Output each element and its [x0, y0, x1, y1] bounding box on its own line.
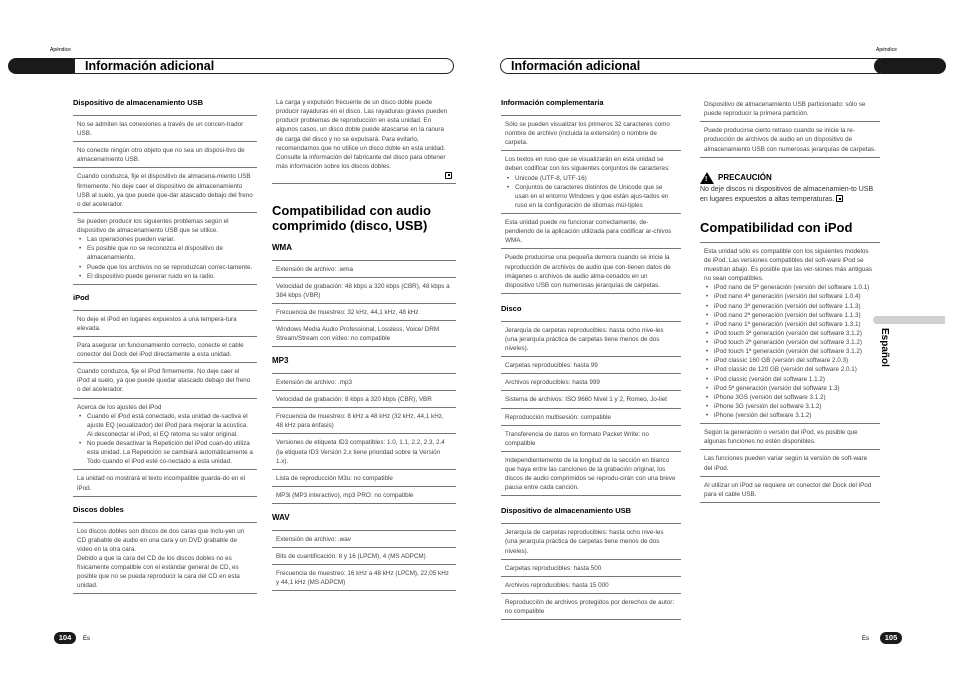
list-item: • iPod touch 3ª generación (versión del software 3.1.2): [704, 329, 876, 338]
wav-spec: [272, 564, 456, 591]
usb-note-text: Cuando conduzca, fije el dispositivo de almacena-miento USB firmemente. No deje caer el dispositivo de almacenamiento USB al suelo, ya que puede que-dar atascado debajo del freno o del acelerador.: [77, 173, 253, 208]
page-number-right: 105: [880, 632, 902, 644]
warning-icon: !: [700, 172, 714, 184]
header-right-title: Información adicional: [500, 58, 880, 74]
list-item: • iPod touch 1ª generación (versión del software 3.1.2): [704, 347, 876, 356]
list-item: • No puede desactivar la Repetición del iPod cuan-do utiliza esta unidad. La Repetición se cambiará automáticamente a Todo cuando el iPod esté co-nectado a esta unidad.: [77, 439, 253, 466]
info-text: Sólo se pueden visualizar los primeros 32 caracteres como nombre de archivo (incluida la extensión) o nombre de carpeta.: [505, 120, 670, 147]
usb-storage-heading-2: Dispositivo de almacenamiento USB: [501, 506, 632, 516]
wma-spec: [272, 260, 456, 277]
caution-text: No deje discos ni dispositivos de almacenamien-to USB en lugares expuestos a altas temperaturas.: [700, 185, 874, 203]
mp3-spec: [272, 486, 456, 504]
list-item: • iPod nano de 5ª generación (versión del software 1.0.1): [704, 283, 876, 292]
info-text: Esta unidad puede no funcionar correctamente, de-pendiendo de la aplicación utilizada para codificar ar-chivos WMA.: [505, 219, 672, 245]
dual-discs-text: Debido a que la cara del CD de los discos dobles no es físicamente compatible con el estándar general de CD, es posible que no se pueda reproducir la cara del CD en esta unidad.: [77, 554, 240, 590]
spec-text: Frecuencia de muestreo: 32 kHz, 44,1 kHz, 48 kHz: [276, 308, 419, 316]
list-item: • El dispositivo puede generar ruido en la radio.: [77, 272, 253, 281]
ipod-note-text: No deje el iPod en lugares expuestos a una tempera-tura elevada.: [77, 315, 237, 332]
disc-spec: [501, 451, 681, 497]
list-item: • iPod classic (versión del software 1.1.2): [704, 375, 876, 384]
ipod-compat-note: [700, 423, 880, 449]
disc-spec: [501, 321, 681, 356]
spec-text: Extensión de archivo: .wma: [276, 265, 353, 273]
disc-spec: [501, 390, 681, 407]
spec-text: Independientemente de la longitud de la sección en blanco que haya entre las canciones de la grabación original, los discos de audio comprimidos se reprodu-cirán con una breve pausa entre cada canción.: [505, 456, 676, 492]
dual-discs-note: [73, 522, 257, 595]
ipod-models: [700, 242, 880, 423]
list-item: • Unicode (UTF-8, UTF-16): [505, 174, 677, 183]
list-item: • iPod classic 160 GB (versión del software 2.0.3): [704, 356, 876, 365]
info-note: [501, 115, 681, 150]
ipod-settings-intro: Acerca de los ajustes del iPod: [77, 403, 162, 411]
header-left-title: Información adicional: [74, 58, 454, 74]
ipod-note: [73, 336, 257, 362]
spec-text: Jerarquía de carpetas reproducibles: hasta ocho nive-les (una jerarquía práctica de carpetas tiene menos de dos niveles).: [505, 529, 664, 555]
wma-spec: [272, 277, 456, 303]
info-note: [501, 150, 681, 213]
ipod-compat-note: [700, 449, 880, 475]
usb-storage-heading: Dispositivo de almacenamiento USB: [73, 98, 204, 107]
list-item: • iPod nano 2ª generación (versión del software 1.1.3): [704, 311, 876, 320]
disc-spec: [501, 373, 681, 390]
header-left-label: Apéndice: [50, 47, 71, 53]
list-item: • Puede que los archivos no se reproduzcan correc-tamente.: [77, 263, 253, 272]
spec-text: Carpetas reproducibles: hasta 500: [505, 564, 602, 572]
caution-title: PRECAUCIÓN: [718, 172, 772, 182]
header-left-dark-bar: [8, 58, 80, 74]
wav-spec: [272, 530, 456, 547]
supplementary-info-heading: Información complementaria: [501, 98, 604, 107]
language-label: Español: [879, 328, 890, 367]
language-tab: [873, 316, 945, 324]
list-item: • iPod nano 4ª generación (versión del software 1.0.4): [704, 292, 876, 301]
disc-spec: [501, 425, 681, 451]
spec-text: Extensión de archivo: .mp3: [276, 378, 352, 386]
ipod-note: [73, 310, 257, 336]
usb-note: [73, 167, 257, 212]
end-of-section-icon: [445, 172, 452, 179]
spec-text: Frecuencia de muestreo: 8 kHz a 48 kHz (32 kHz, 44,1 kHz, 48 kHz para énfasis): [276, 413, 444, 430]
spec-text: Windows Media Audio Professional, Lossless, Voice/ DRM Stream/Stream con vídeo: no compatible: [276, 326, 440, 343]
mp3-spec: [272, 373, 456, 390]
spec-text: Sistema de archivos: ISO 9660 Nivel 1 y 2, Romeo, Jo-liet: [505, 396, 668, 404]
ipod-heading: iPod: [73, 292, 90, 302]
mp3-heading: MP3: [272, 356, 289, 366]
spec-text: Velocidad de grabación: 48 kbps a 320 kbps (CBR), 48 kbps a 384 kbps (VBR): [276, 282, 450, 299]
header-right-label: Apéndice: [876, 47, 897, 53]
list-item: • iPod nano 1ª generación (versión del software 1.3.1): [704, 320, 876, 329]
info-text: Puede producirse una pequeña demora cuando se inicie la reproducción de archivos de audio que con-tienen datos de imágenes o archivos de audio alma-cenados en un dispositivo USB con numerosas jerarquías de carpetas.: [505, 254, 671, 289]
spec-text: Archivos reproducibles: hasta 15 000: [505, 581, 609, 589]
spec-text: Frecuencia de muestreo: 16 kHz a 48 kHz (LPCM), 22,05 kHz y 44,1 kHz (MS ADPCM): [276, 569, 449, 587]
usb-spec: [501, 559, 681, 576]
list-item: • iPod touch 2ª generación (versión del software 3.1.2): [704, 338, 876, 347]
list-item: • iPhone (versión del software 3.1.2): [704, 411, 876, 420]
list-item: • Conjuntos de caracteres distintos de Unicode que se usan en el entorno Windows y que están ajus-tados en ruso en la configuración de idiomas múl-tiples: [505, 183, 677, 210]
wma-heading: WMA: [272, 243, 292, 252]
info-text: Según la generación o versión del iPod, es posible que algunas funciones no estén disponibles.: [704, 429, 858, 446]
spec-text: Jerarquía de carpetas reproducibles: hasta ocho nive-les (una jerarquía práctica de carpetas tiene menos de dos niveles).: [505, 326, 664, 352]
list-item: • iPod 5ª generación (versión del software 1.3): [704, 384, 876, 393]
list-item: • iPod classic de 120 GB (versión del software 2.0.1): [704, 365, 876, 374]
info-note: [501, 248, 681, 294]
column-3: [501, 98, 681, 620]
usb-spec: [501, 593, 681, 620]
spec-text: Reproducción de archivos protegidos por derechos de autor: no compatible: [505, 598, 675, 615]
column-2: [272, 98, 456, 591]
usb-note-2: [700, 121, 880, 157]
end-mark: [276, 171, 452, 180]
list-item: • Cuando el iPod está conectado, esta unidad de-sactiva el ajuste EQ (ecualizador) del iPod para mejorar la acústica. Al desconectar el iPod, el EQ retoma su valor original.: [77, 412, 253, 439]
compressed-audio-heading: Compatibilidad con audio comprimido (disco, USB): [272, 203, 431, 234]
ipod-settings: [73, 398, 257, 470]
info-text: Al utilizar un iPod se requiere un conector del Dock del iPod para el cable USB.: [704, 481, 872, 498]
caution-heading: [700, 172, 880, 184]
end-of-section-icon: [836, 195, 843, 202]
ipod-note-text: La unidad no mostrará el texto incompatible guarda-do en el iPod.: [77, 475, 246, 492]
disc-spec: [501, 356, 681, 373]
mp3-spec: [272, 469, 456, 486]
info-text: Puede producirse cierto retraso cuando se inicie la re-producción de archivos de audio en un dispositivo de almacenamiento USB con numerosas jerarquías de carpetas.: [704, 127, 876, 153]
info-text: Los textos en ruso que se visualizarán en esta unidad se deben codificar con los siguientes conjuntos de caracteres:: [505, 156, 670, 173]
spec-text: Lista de reproducción M3u: no compatible: [276, 474, 393, 482]
usb-problems: [73, 212, 257, 285]
mp3-spec: [272, 407, 456, 433]
usb-note: [73, 115, 257, 141]
spec-text: Carpetas reproducibles: hasta 99: [505, 362, 598, 370]
mp3-spec: [272, 433, 456, 468]
info-text: Las funciones pueden variar según la versión de soft-ware del iPod.: [704, 455, 868, 472]
info-text: Dispositivo de almacenamiento USB particionado: sólo se puede reproducir la primera partición.: [704, 101, 866, 118]
list-item: • iPhone 3GS (versión del software 3.1.2): [704, 393, 876, 402]
spec-text: Bits de cuantificación: 8 y 16 (LPCM), 4 (MS ADPCM): [276, 552, 426, 560]
spec-text: Reproducción multisesión: compatible: [505, 413, 612, 421]
footer-lang-left: Es: [83, 636, 91, 642]
spec-text: Versiones de etiqueta ID3 compatibles: 1.0, 1.1, 2.2, 2.3, 2.4 (la etiqueta ID3 Versión 2.x tiene prioridad sobre la Versión 1.x).: [276, 439, 445, 465]
footer-lang-right: Es: [862, 636, 870, 642]
usb-note-text: No conecte ningún otro objeto que no sea un disposi-tivo de almacenamiento USB.: [77, 147, 245, 164]
dual-discs-text: La carga y expulsión frecuente de un disco doble puede producir rayaduras en el disco. Las rayaduras graves pueden producir problemas de reproducción en esta unidad. En algunos casos, un disco doble puede atascarse en la ranura de carga del disco y no se expulsará. Para evitarlo, recomendamos que no utilice un disco doble en esta unidad.: [276, 99, 448, 152]
spec-text: Extensión de archivo: .wav: [276, 535, 351, 543]
ipod-compat-heading: Compatibilidad con iPod: [700, 219, 853, 235]
spec-text: Transferencia de datos en formato Packet Write: no compatible: [505, 430, 649, 447]
dual-discs-heading: Discos dobles: [73, 504, 124, 514]
disc-heading: Disco: [501, 303, 522, 313]
disc-spec: [501, 408, 681, 425]
list-item: • iPod nano 3ª generación (versión del software 1.1.3): [704, 302, 876, 311]
caution-body: [700, 185, 880, 205]
spec-text: MP3i (MP3 interactivo), mp3 PRO: no compatible: [276, 491, 414, 499]
spec-text: Archivos reproducibles: hasta 999: [505, 379, 600, 387]
usb-problems-intro: Se pueden producir los siguientes problemas según el dispositivo de almacenamiento USB que se utilice.: [77, 217, 229, 234]
wma-spec: [272, 303, 456, 320]
dual-discs-text: Los discos dobles son discos de dos caras que inclu-yen un CD grabable de audio en una cara y un DVD grabable de vídeo en la otra cara.: [77, 527, 245, 553]
wav-spec: [272, 547, 456, 564]
dual-discs-continued: [272, 98, 456, 184]
ipod-note: [73, 469, 257, 496]
usb-spec: [501, 576, 681, 593]
mp3-spec: [272, 390, 456, 407]
ipod-note-text: Para asegurar un funcionamiento correcto, conecte el cable conector del Dock del iPod directamente a esta unidad.: [77, 341, 244, 358]
dual-discs-text: Consulte la información del fabricante del disco para obtener más información sobre los discos dobles.: [276, 153, 446, 170]
ipod-intro: Esta unidad sólo es compatible con los siguientes modelos de iPod. Las versiones compatibles del soft-ware iPod se muestran abajo. Es posible que las ver-siones más antiguas no sean compatibles.: [704, 247, 873, 283]
header-right-dark-bar: [874, 58, 946, 74]
usb-note: [73, 141, 257, 167]
page-number-left: 104: [54, 632, 76, 644]
column-1: [73, 98, 257, 594]
wav-heading: WAV: [272, 513, 290, 523]
column-4: [700, 98, 880, 503]
wma-spec: [272, 320, 456, 347]
usb-note-text: No se admiten las conexiones a través de un concen-trador USB.: [77, 120, 244, 137]
spec-text: Velocidad de grabación: 8 kbps a 320 kbps (CBR), VBR: [276, 396, 432, 404]
list-item: • Es posible que no se reconozca el dispositivo de almacenamiento.: [77, 244, 253, 262]
ipod-note: [73, 362, 257, 397]
ipod-compat-note: [700, 476, 880, 503]
usb-note-2: [700, 98, 880, 121]
ipod-note-text: Cuando conduzca, fije el iPod firmemente. No deje caer el iPod al suelo, ya que puede quedar atascado debajo del freno o del acelerador.: [77, 368, 251, 394]
info-note: [501, 213, 681, 248]
list-item: • Las operaciones pueden variar.: [77, 235, 253, 244]
usb-spec: [501, 523, 681, 558]
list-item: • iPhone 3G (versión del software 3.1.2): [704, 402, 876, 411]
